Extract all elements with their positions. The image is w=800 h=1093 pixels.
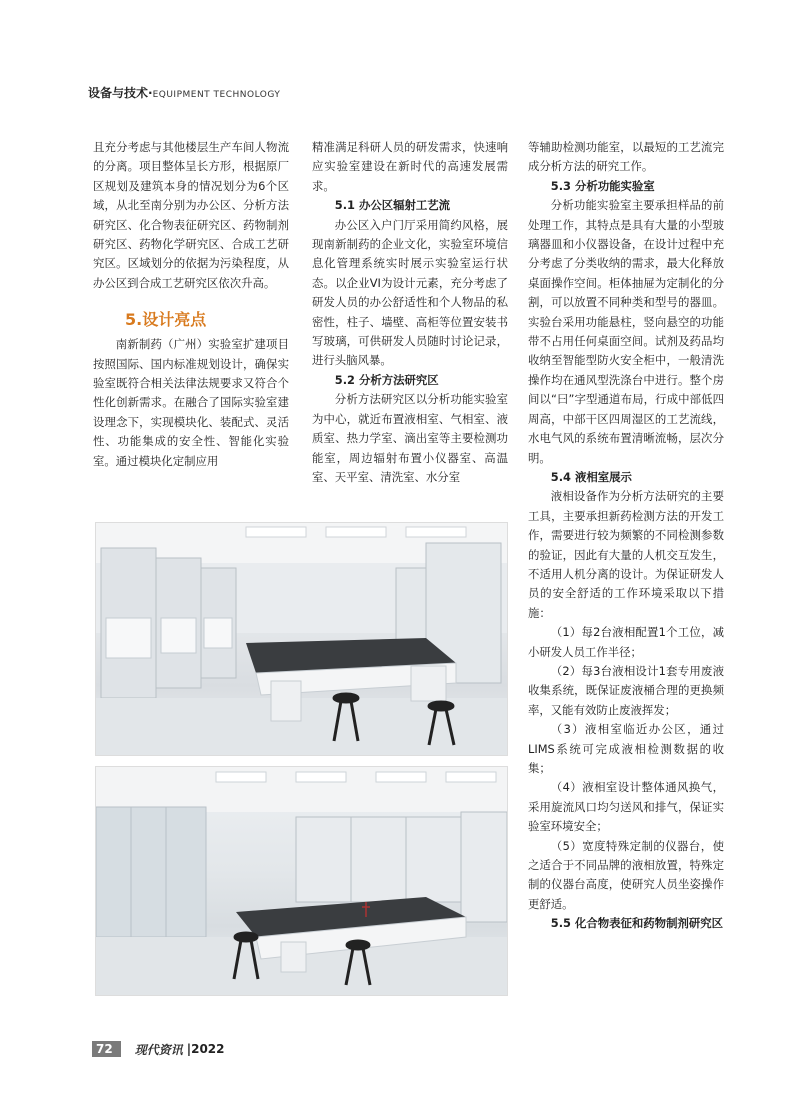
- paragraph: 等辅助检测功能室，以最短的工艺流完成分析方法的研究工作。: [528, 140, 724, 174]
- lab-photo-2: [95, 766, 508, 996]
- paragraph: 精准满足科研人员的研发需求，快速响应实验室建设在新时代的高速发展需求。: [312, 140, 508, 193]
- subsection-heading: 5.3 分析功能实验室: [550, 178, 655, 193]
- subsection-heading: 5.4 液相室展示: [550, 469, 632, 484]
- text-column-1: [93, 138, 289, 471]
- issue-year: |2022: [186, 1042, 225, 1056]
- lab-photo-2-illustration: [96, 767, 507, 995]
- running-header: [88, 84, 280, 101]
- paragraph: 液相设备作为分析方法研究的主要工具，主要承担新药检测方法的开发工作，需要进行较为频繁的不同检测参数的验证，因此有大量的人机交互发生，不适用人机分离的设计。为保证研发人员的安全舒适的工作环境采取以下措施：: [528, 489, 724, 620]
- list-item: （3）液相室临近办公区，通过LIMS系统可完成液相检测数据的收集；: [528, 722, 724, 775]
- paragraph: 办公区入户门厅采用简约风格，展现南新制药的企业文化，实验室环境信息化管理系统实时展示实验室运行状态。以企业VI为设计元素，充分考虑了研发人员的办公舒适性和个人物品的私密性，柱子、墙壁、高柜等位置安装书写玻璃，可供研发人员随时讨论记录，进行头脑风暴。: [312, 217, 508, 368]
- paragraph: 南新制药（广州）实验室扩建项目按照国际、国内标准规划设计，确保实验室既符合相关法律法规要求又符合个性化创新需求。在融合了国际实验室建设理念下，实现模块化、装配式、灵活性、功能集成的安全性、智能化实验室。通过模块化定制应用: [93, 337, 289, 468]
- page-footer: [92, 1040, 225, 1058]
- text-column-3: [528, 138, 724, 934]
- paragraph: 分析方法研究区以分析功能实验室为中心，就近布置液相室、气相室、液质室、热力学室、滴出室等主要检测功能室，周边辐射布置小仪器室、高温室、天平室、清洗室、水分室: [312, 392, 508, 484]
- lab-photo-1-illustration: [96, 523, 507, 755]
- text-column-2: [312, 138, 508, 487]
- paragraph: 且充分考虑与其他楼层生产车间人物流的分离。项目整体呈长方形，根据原厂区规划及建筑本身的情况划分为6个区域，从北至南分别为办公区、分析方法研究区、化合物表征研究区、药物制剂研究区、药物化学研究区、合成工艺研究区。区域划分的依据为污染程度，从办公区到合成工艺研究区依次升高。: [93, 140, 289, 290]
- paragraph: 分析功能实验室主要承担样品的前处理工作，其特点是具有大量的小型玻璃器皿和小仪器设备，在设计过程中充分考虑了分类收纳的需求，最大化释放桌面操作空间。柜体抽屉为定制化的分割，可以放置不同种类和型号的器皿。实验台采用功能悬柱，竖向悬空的功能带不占用任何桌面空间。试剂及药品均收纳至智能型防火安全柜中，一般清洗操作均在通风型洗涤台中进行。整个房间以“曰”字型通道布局，行成中部低四周高，中部干区四周湿区的工艺流线，水电气风的系统布置清晰流畅，层次分明。: [528, 198, 724, 465]
- magazine-name: 现代资讯: [134, 1042, 183, 1057]
- section-heading: 5.设计亮点: [125, 310, 207, 330]
- list-item: （4）液相室设计整体通风换气，采用旋流风口均匀送风和排气，保证实验室环境安全；: [528, 780, 724, 834]
- lab-photo-1: [95, 522, 508, 756]
- list-item: （5）宽度特殊定制的仪器台，使之适合于不同品牌的液相放置，特殊定制的仪器台高度，使研究人员坐姿操作更舒适。: [528, 838, 724, 911]
- header-section-en: EQUIPMENT TECHNOLOGY: [152, 90, 281, 100]
- subsection-heading: 5.5 化合物表征和药物制剂研究区: [550, 916, 724, 931]
- list-item: （1）每2台液相配置1个工位，减小研发人员工作半径；: [528, 625, 724, 659]
- list-item: （2）每3台液相设计1套专用废液收集系统，既保证废液桶合理的更换频率，又能有效防止废液挥发；: [528, 663, 724, 717]
- subsection-heading: 5.1 办公区辐射工艺流: [334, 198, 451, 213]
- subsection-heading: 5.2 分析方法研究区: [334, 372, 439, 387]
- header-section-zh: 设备与技术·: [88, 86, 153, 100]
- page-number: 72: [92, 1041, 121, 1057]
